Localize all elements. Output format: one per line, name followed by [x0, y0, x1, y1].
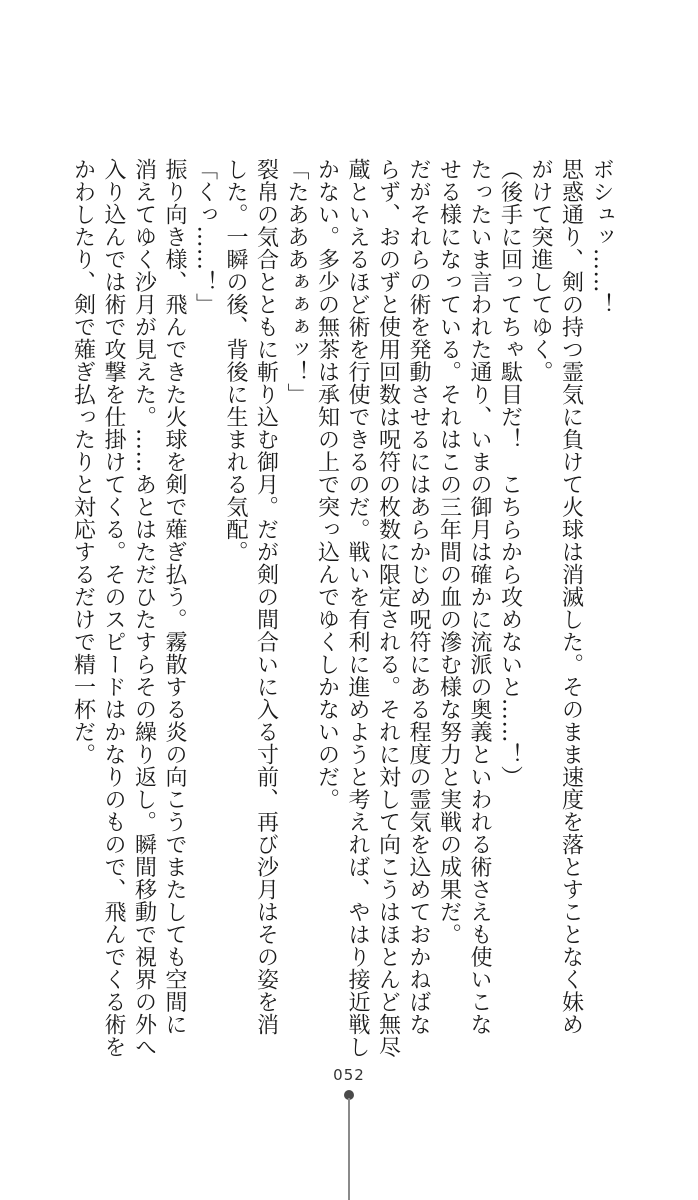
text-line: かない。多少の無茶は承知の上で突っ込んでゆくしかないのだ。	[314, 158, 340, 811]
text-line: 「たあああぁぁぁッ！」	[284, 158, 309, 406]
text-line: 消えてゆく沙月が見えた。……あとはただひたすらその繰り返し。瞬間移動で視界の外へ	[131, 158, 157, 1058]
text-line: 「くっ……！」	[192, 158, 218, 316]
vertical-text-block	[70, 158, 616, 1058]
folio-line	[348, 1098, 350, 1200]
text-line: がけて突進してゆく。	[528, 158, 553, 383]
text-line: 裂帛の気合とともに斬り込む御月。だが剣の間合いに入る寸前、再び沙月はその姿を消	[253, 158, 279, 1036]
text-line: 蔵といえるほど術を行使できるのだ。戦いを有利に進めようと考えれば、やはり接近戦し	[345, 158, 370, 1058]
text-line: した。一瞬の後、背後に生まれる気配。	[223, 158, 248, 563]
text-line: かわしたり、剣で薙ぎ払ったりと対応するだけで精一杯だ。	[70, 158, 96, 766]
text-line: らず、おのずと使用回数は呪符の枚数に限定される。それに対して向こうはほとんど無尽	[375, 158, 401, 1058]
text-line: （後手に回ってちゃ駄目だ！ こちらから攻めないと……！）	[497, 158, 523, 788]
text-line: ボシュッ……！	[589, 158, 614, 316]
text-line: だがそれらの術を発動させるにはあらかじめ呪符にある程度の霊気を込めておかねばな	[406, 158, 431, 1036]
page-number: 052	[333, 1066, 365, 1084]
text-line: 思惑通り、剣の持つ霊気に負けて火球は消滅した。そのまま速度を落とすことなく妹め	[558, 158, 584, 1036]
text-line: たったいま言われた通り、いまの御月は確かに流派の奥義といわれる術さえも使いこな	[467, 158, 492, 1036]
text-line: せる様になっている。それはこの三年間の血の滲む様な努力と実戦の成果だ。	[436, 158, 462, 946]
text-line: 振り向き様、飛んできた火球を剣で薙ぎ払う。霧散する炎の向こうでまたしても空間に	[162, 158, 187, 1036]
text-line: 入り込んでは術で攻撃を仕掛けてくる。そのスピードはかなりのもので、飛んでくる術を	[101, 158, 126, 1058]
